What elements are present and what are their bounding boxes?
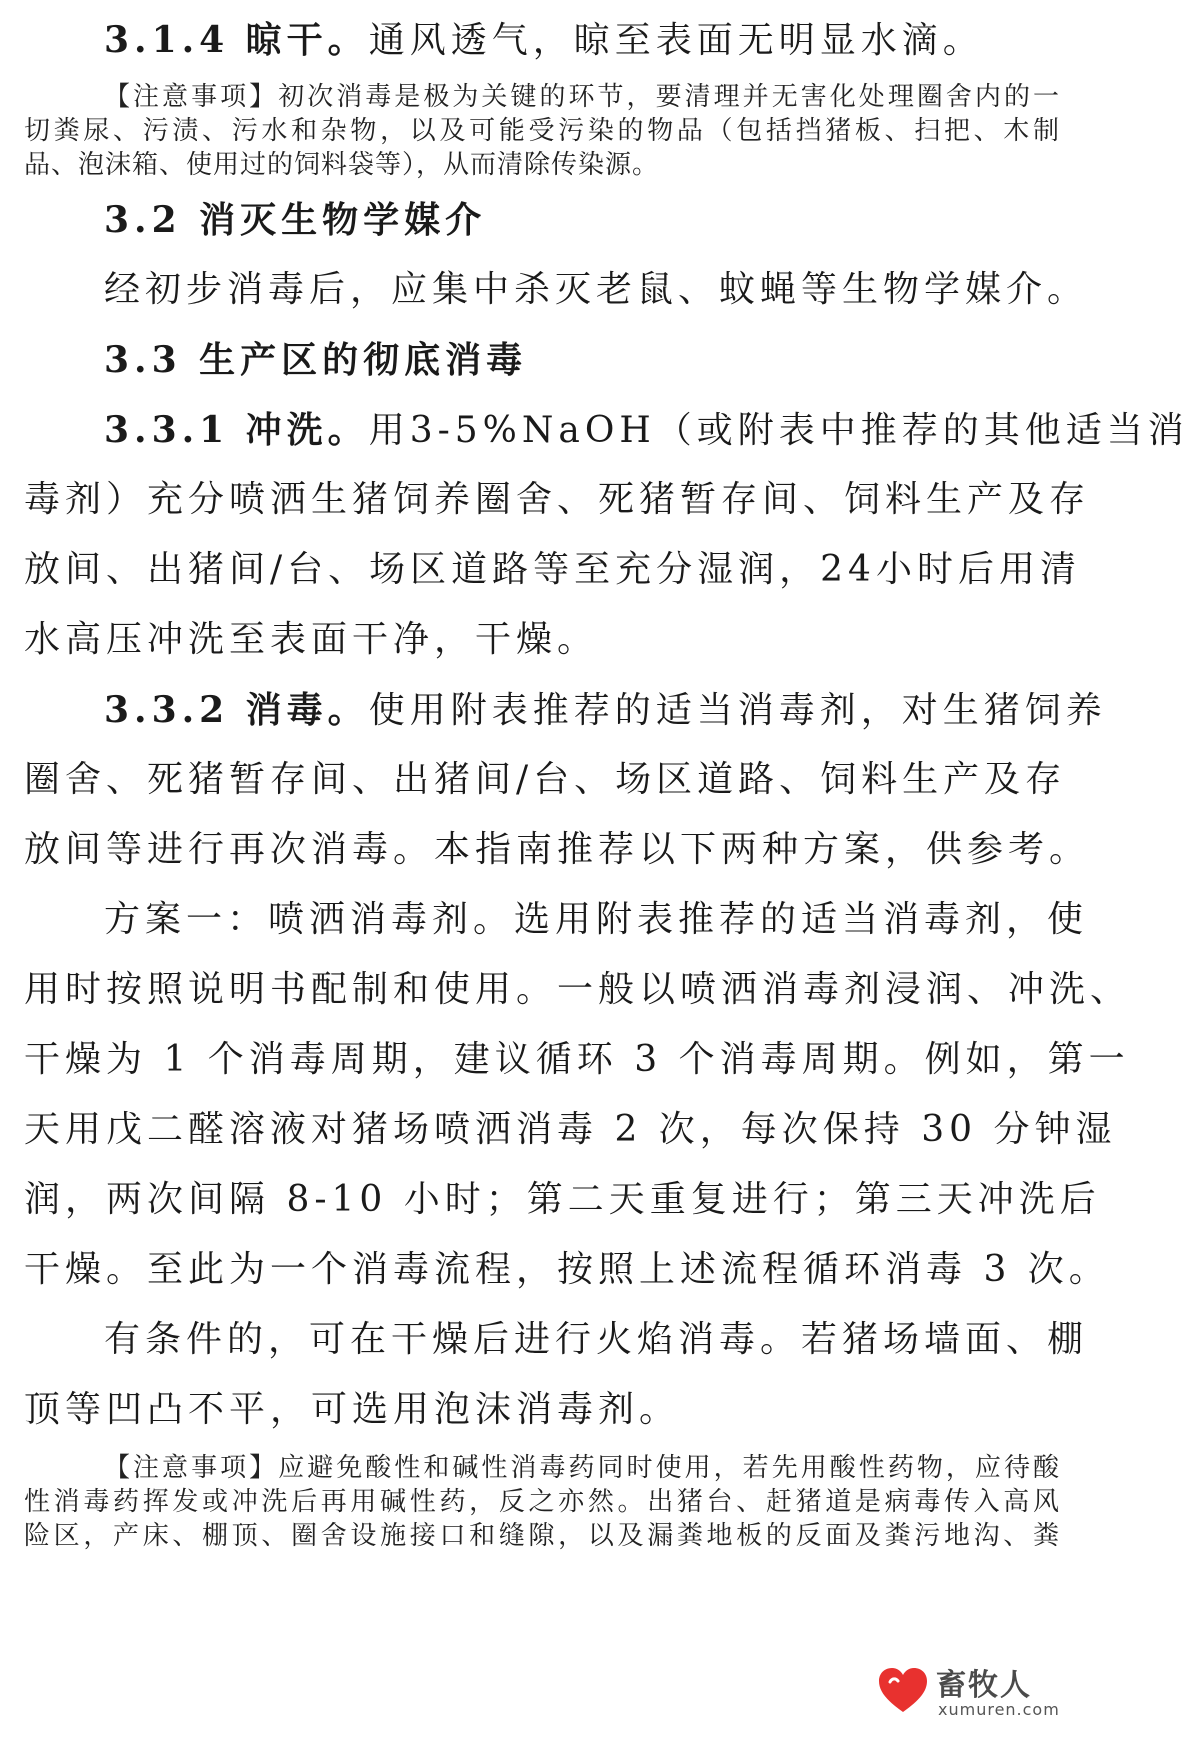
section-3-3-2-line3: 放间等进行再次消毒。本指南推荐以下两种方案，供参考。 (24, 829, 1091, 870)
note2-line1 (24, 1455, 1060, 1481)
section-number: 3.3.2 (104, 689, 230, 731)
note1-line1 (24, 84, 1060, 110)
plan1-line3: 干燥为 1 个消毒周期，建议循环 3 个消毒周期。例如，第一 (24, 1039, 1130, 1080)
section-title: 消毒。 (245, 689, 369, 731)
section-3-3-1-line1 (24, 409, 1189, 451)
section-number: 3.3.1 (104, 409, 230, 451)
plan1-line1: 方案一：喷洒消毒剂。选用附表推荐的适当消毒剂，使 (104, 899, 1089, 940)
section-3-3-1-line4: 水高压冲洗至表面干净，干燥。 (24, 619, 599, 660)
plan1-line5: 润，两次间隔 8-10 小时；第二天重复进行；第三天冲洗后 (24, 1179, 1101, 1220)
note-tag: 【注意事项】 (104, 1453, 279, 1483)
section-text: 用3-5%NaOH（或附表中推荐的其他适当消 (368, 410, 1189, 451)
section-text: 通风透气，晾至表面无明显水滴。 (368, 20, 984, 61)
section-3-2-heading: 3.2 消灭生物学媒介 (104, 199, 487, 241)
heart-logo-icon (876, 1664, 930, 1718)
section-number: 3.1.4 (104, 19, 230, 61)
note-text: 应避免酸性和碱性消毒药同时使用，若先用酸性药物，应待酸 (278, 1453, 1060, 1483)
plan1-line6: 干燥。至此为一个消毒流程，按照上述流程循环消毒 3 次。 (24, 1249, 1110, 1290)
section-3-3-2-line1 (24, 689, 1107, 731)
note1-line2: 切粪尿、污渍、污水和杂物，以及可能受污染的物品（包括挡猪板、扫把、木制 (24, 116, 1060, 146)
flame-line1: 有条件的，可在干燥后进行火焰消毒。若猪场墙面、棚 (104, 1319, 1089, 1360)
note-text: 初次消毒是极为关键的环节，要清理并无害化处理圈舍内的一 (278, 82, 1060, 112)
note1-line3: 品、泡沫箱、使用过的饲料袋等），从而清除传染源。 (24, 150, 660, 180)
watermark-url: xumuren.com (938, 1700, 1060, 1719)
section-3-3-1-line3: 放间、出猪间/台、场区道路等至充分湿润，24小时后用清 (24, 549, 1081, 590)
plan1-line4: 天用戊二醛溶液对猪场喷洒消毒 2 次，每次保持 30 分钟湿 (24, 1109, 1117, 1150)
note-tag: 【注意事项】 (104, 82, 279, 112)
section-3-1-4-line (24, 19, 1060, 61)
site-watermark (876, 1656, 1066, 1728)
watermark-name: 畜牧人 (936, 1668, 1032, 1703)
section-3-3-2-line2: 圈舍、死猪暂存间、出猪间/台、场区道路、饲料生产及存 (24, 759, 1067, 800)
note2-line2: 性消毒药挥发或冲洗后再用碱性药，反之亦然。出猪台、赶猪道是病毒传入高风 (24, 1487, 1060, 1517)
flame-line2: 顶等凹凸不平，可选用泡沫消毒剂。 (24, 1389, 681, 1430)
note2-line3: 险区，产床、棚顶、圈舍设施接口和缝隙，以及漏粪地板的反面及粪污地沟、粪 (24, 1521, 1060, 1551)
section-3-3-heading: 3.3 生产区的彻底消毒 (104, 339, 528, 381)
section-text: 使用附表推荐的适当消毒剂，对生猪饲养 (368, 690, 1107, 731)
plan1-line2: 用时按照说明书配制和使用。一般以喷洒消毒剂浸润、冲洗、 (24, 969, 1132, 1010)
section-title: 冲洗。 (245, 409, 369, 451)
section-title: 晾干。 (245, 19, 369, 61)
section-3-3-1-line2: 毒剂）充分喷洒生猪饲养圈舍、死猪暂存间、饲料生产及存 (24, 479, 1091, 520)
section-3-2-text: 经初步消毒后，应集中杀灭老鼠、蚊蝇等生物学媒介。 (104, 269, 1089, 310)
